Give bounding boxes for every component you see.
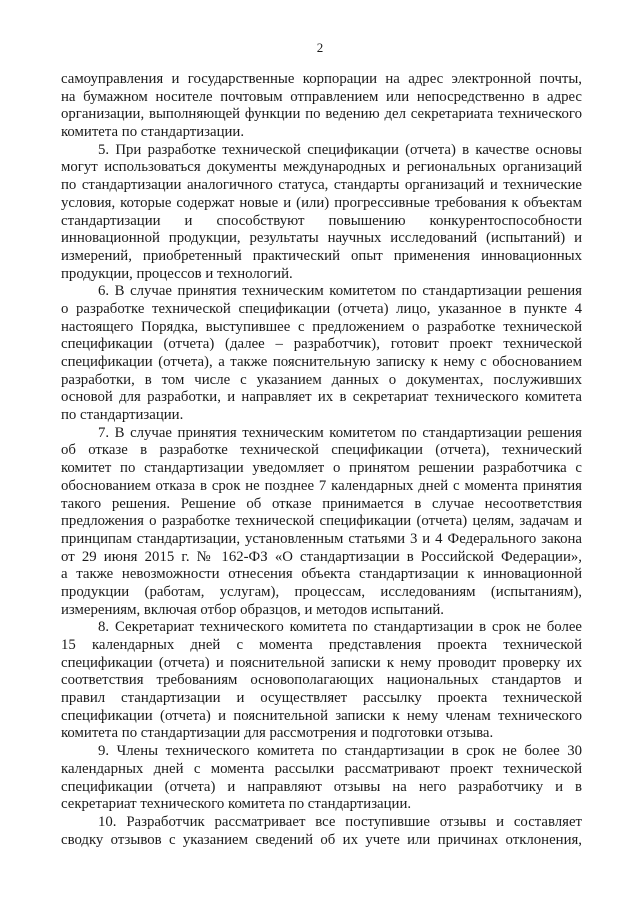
text-line: измерений, приобретенный практический опыт применения инновационных [61, 247, 582, 264]
text-line: стандартизации и способствуют повышению конкурентоспособности [61, 212, 582, 229]
text-line: спецификации (отчета) и пояснительной записки к нему проводит проверку их [61, 654, 582, 671]
text-line: предложения о разработке технической спецификации (отчета) целям, задачам и [61, 513, 582, 530]
text-line: сводку отзывов с указанием сведений об их учете или причинах отклонения, [61, 831, 582, 848]
text-line: инновационной продукции, результаты научных исследований (испытаний) и [61, 230, 582, 247]
text-line: спецификации (отчета), а также пояснительную записку к нему с обоснованием [61, 354, 582, 370]
text-line: настоящего Порядка, выступившее с предложением о разработке технической [61, 318, 582, 335]
text-line: условия, которые содержат новые и (или) прогрессивные требования к объектам [61, 194, 582, 211]
text-line: обоснованием отказа в срок не позднее 7 календарных дней с момента принятия [61, 477, 582, 494]
text-line: продукции (работам, услугам), процессам, исследованиям (испытаниям), [61, 583, 582, 600]
text-line: комитет по стандартизации уведомляет о принятом решении разработчика с [61, 460, 582, 477]
text-line: соответствия требованиям основополагающих национальных стандартов и [61, 672, 582, 689]
text-line: 7. В случае принятия техническим комитетом по стандартизации решения [98, 424, 582, 441]
text-line: 5. При разработке технической спецификации (отчета) в качестве основы [98, 141, 582, 158]
text-line: организации, выполняющей функции по ведению дел секретариата технического [61, 106, 582, 123]
text-line: от 29 июня 2015 г. № 162-ФЗ «О стандартизации в Российской Федерации», [61, 548, 582, 565]
text-line: 10. Разработчик рассматривает все поступившие отзывы и составляет [98, 813, 582, 830]
text-line: по стандартизации аналогичного статуса, стандарты организаций и технические [61, 177, 582, 194]
text-line: 8. Секретариат технического комитета по стандартизации в срок не более [98, 619, 582, 636]
text-line: календарных дней с момента рассылки рассматривают проект технической [61, 760, 582, 777]
text-line: секретариат технического комитета по стандартизации. [61, 796, 412, 813]
document-body [61, 71, 582, 849]
text-line: комитета по стандартизации для рассмотрения и подготовки отзыва. [61, 725, 494, 742]
page-number: 2 [316, 40, 324, 55]
text-line: могут использоваться документы международных и региональных организаций [61, 159, 582, 176]
text-line: а также невозможности отнесения объекта стандартизации к инновационной [61, 566, 582, 583]
text-line: спецификации (отчета) и пояснительной записки к нему членам технического [61, 707, 582, 724]
text-line: спецификации (отчета) и направляют отзывы на него разработчику и в [61, 778, 582, 795]
text-line: об отказе в разработке технической спецификации (отчета), технический [61, 442, 582, 459]
text-line: по стандартизации. [61, 407, 184, 424]
text-line: такого решения. Решение об отказе принимается в случае несоответствия [61, 495, 582, 512]
text-line: разработки, в том числе с указанием данных о документах, послуживших [61, 371, 582, 388]
text-line: 6. В случае принятия техническим комитетом по стандартизации решения [98, 283, 582, 300]
text-line: основой для разработки, и направляет их в секретариат технического комитета [61, 389, 582, 406]
text-line: измерениям, включая отбор образцов, и методов испытаний. [61, 601, 444, 618]
text-line: 9. Члены технического комитета по стандартизации в срок не более 30 [98, 743, 582, 760]
text-line: 15 календарных дней с момента представления проекта технической [61, 637, 582, 653]
text-line: правил стандартизации и осуществляет рассылку проекта технической [61, 690, 582, 707]
text-line: о разработке технической спецификации (отчета) лицо, указанное в пункте 4 [61, 300, 582, 317]
text-line: комитета по стандартизации. [61, 124, 245, 141]
text-line: на бумажном носителе почтовым отправлением или непосредственно в адрес [61, 88, 582, 105]
text-line: продукции, процессов и технологий. [61, 265, 293, 282]
text-line: спецификации (отчета) (далее – разработчик), готовит проект технической [61, 336, 582, 353]
text-line: принципам стандартизации, установленным статьями 3 и 4 Федерального закона [61, 530, 582, 547]
text-line: самоуправления и государственные корпорации на адрес электронной почты, [61, 71, 582, 87]
